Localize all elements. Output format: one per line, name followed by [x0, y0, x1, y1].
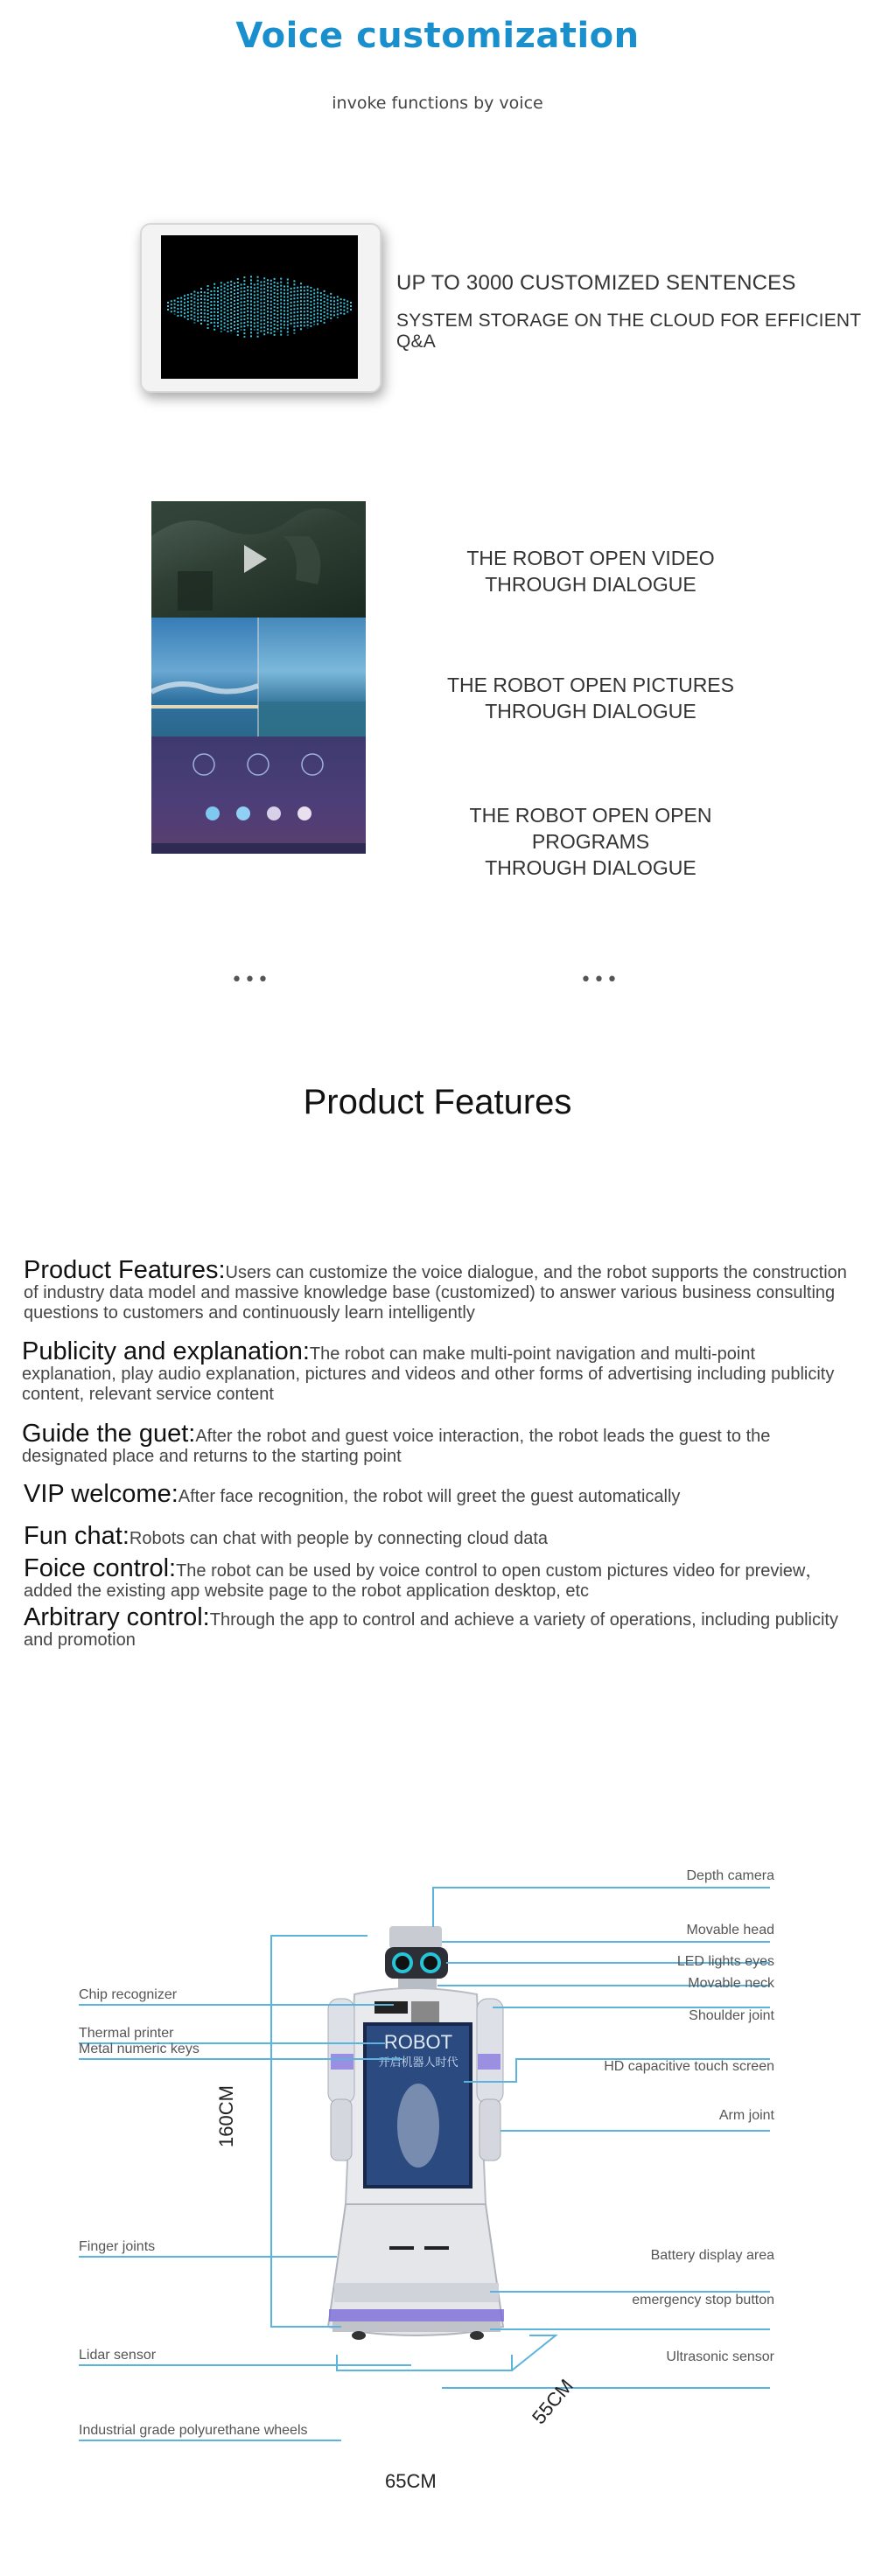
- label-ultrasonic-sensor: Ultrasonic sensor: [666, 2349, 774, 2364]
- label-arm-joint: Arm joint: [718, 2108, 774, 2123]
- page-title: Voice customization: [235, 16, 640, 56]
- label-movable-head: Movable head: [686, 1923, 774, 1937]
- dialogue-caption-pictures: THE ROBOT OPEN PICTURES THROUGH DIALOGUE: [446, 674, 734, 723]
- ellipsis-right: •••: [580, 969, 620, 991]
- tablet-line-1: UP TO 3000 CUSTOMIZED SENTENCES: [396, 271, 796, 295]
- feature-item: [24, 1603, 855, 1651]
- label-lidar-sensor: Lidar sensor: [79, 2348, 157, 2363]
- label-depth-camera: Depth camera: [686, 1868, 774, 1883]
- feature-item: [24, 1256, 855, 1323]
- label-shoulder-joint: Shoulder joint: [689, 2008, 774, 2023]
- feature-text: Robots can chat with people by connecting cloud data: [129, 1529, 549, 1548]
- feature-label: Publicity and explanation:: [22, 1337, 310, 1365]
- dialogue-caption-programs: THE ROBOT OPEN OPEN PROGRAMS THROUGH DIALOGUE: [469, 804, 712, 879]
- feature-item: [22, 1420, 853, 1467]
- feature-text: The robot can make multi-point navigation and multi-point explanation, play audio explanation, pictures and videos and other forms of advertising including publicity content, relevant service content: [22, 1344, 835, 1404]
- feature-label: Product Features:: [24, 1256, 226, 1284]
- label-touch-screen: HD capacitive touch screen: [604, 2059, 774, 2074]
- feature-item: [24, 1480, 855, 1508]
- feature-label: Guide the guet:: [22, 1420, 196, 1448]
- play-icon: [244, 545, 267, 573]
- screen-title: ROBOT: [383, 2031, 453, 2053]
- tablet-screen: [161, 235, 358, 379]
- ellipsis-left: •••: [231, 969, 270, 991]
- feature-label: VIP welcome:: [24, 1480, 178, 1508]
- screen-subtitle: 开启机器人时代: [378, 2056, 458, 2070]
- page-subtitle: invoke functions by voice: [332, 94, 543, 113]
- feature-text: The robot can be used by voice control to open custom pictures video for preview，added the existing app website page to the robot application desktop, etc: [24, 1561, 823, 1601]
- tablet-image: [140, 223, 382, 393]
- dimension-width: 65CM: [385, 2470, 437, 2492]
- dimension-height: 160CM: [215, 2085, 237, 2147]
- label-led-eyes: LED lights eyes: [676, 1954, 774, 1969]
- sound-wave-graphic: [161, 235, 358, 379]
- feature-label: Arbitrary control:: [24, 1603, 210, 1631]
- label-finger-joints: Finger joints: [79, 2239, 156, 2254]
- feature-item: [22, 1337, 853, 1405]
- tablet-line-2: SYSTEM STORAGE ON THE CLOUD FOR EFFICIENT Q&A: [396, 311, 861, 352]
- label-metal-numeric-keys: Metal numeric keys: [79, 2042, 200, 2056]
- robot-illustration: [328, 1926, 504, 2340]
- pictures-thumbnail: [151, 618, 366, 736]
- video-thumbnail: [151, 501, 366, 618]
- feature-text: After the robot and guest voice interaction, the robot leads the guest to the designated place and returns to the starting point: [22, 1427, 771, 1466]
- product-features-heading: Product Features: [303, 1083, 572, 1121]
- dialogue-caption-video: THE ROBOT OPEN VIDEO THROUGH DIALOGUE: [466, 547, 715, 596]
- feature-label: Fun chat:: [24, 1522, 130, 1550]
- label-emergency-stop: emergency stop button: [632, 2293, 774, 2307]
- label-wheels: Industrial grade polyurethane wheels: [79, 2423, 308, 2438]
- feature-label: Foice control:: [24, 1554, 177, 1582]
- label-battery-display: Battery display area: [650, 2248, 774, 2263]
- label-chip-recognizer: Chip recognizer: [79, 1987, 178, 2002]
- feature-text: Users can customize the voice dialogue, and the robot supports the construction of industry data model and massive knowledge base (customized) to answer various business consulting questions to customers and continuously learn intelligently: [24, 1263, 847, 1323]
- dimension-depth: 55CM: [528, 2375, 578, 2429]
- label-movable-neck: Movable neck: [688, 1976, 774, 1991]
- programs-thumbnail: [151, 736, 366, 854]
- feature-item: [24, 1522, 855, 1550]
- feature-text: After face recognition, the robot will greet the guest automatically: [178, 1487, 681, 1506]
- feature-text: Through the app to control and achieve a variety of operations, including publicity and promotion: [24, 1610, 838, 1650]
- feature-item: [24, 1554, 855, 1602]
- label-thermal-printer: Thermal printer: [79, 2026, 174, 2041]
